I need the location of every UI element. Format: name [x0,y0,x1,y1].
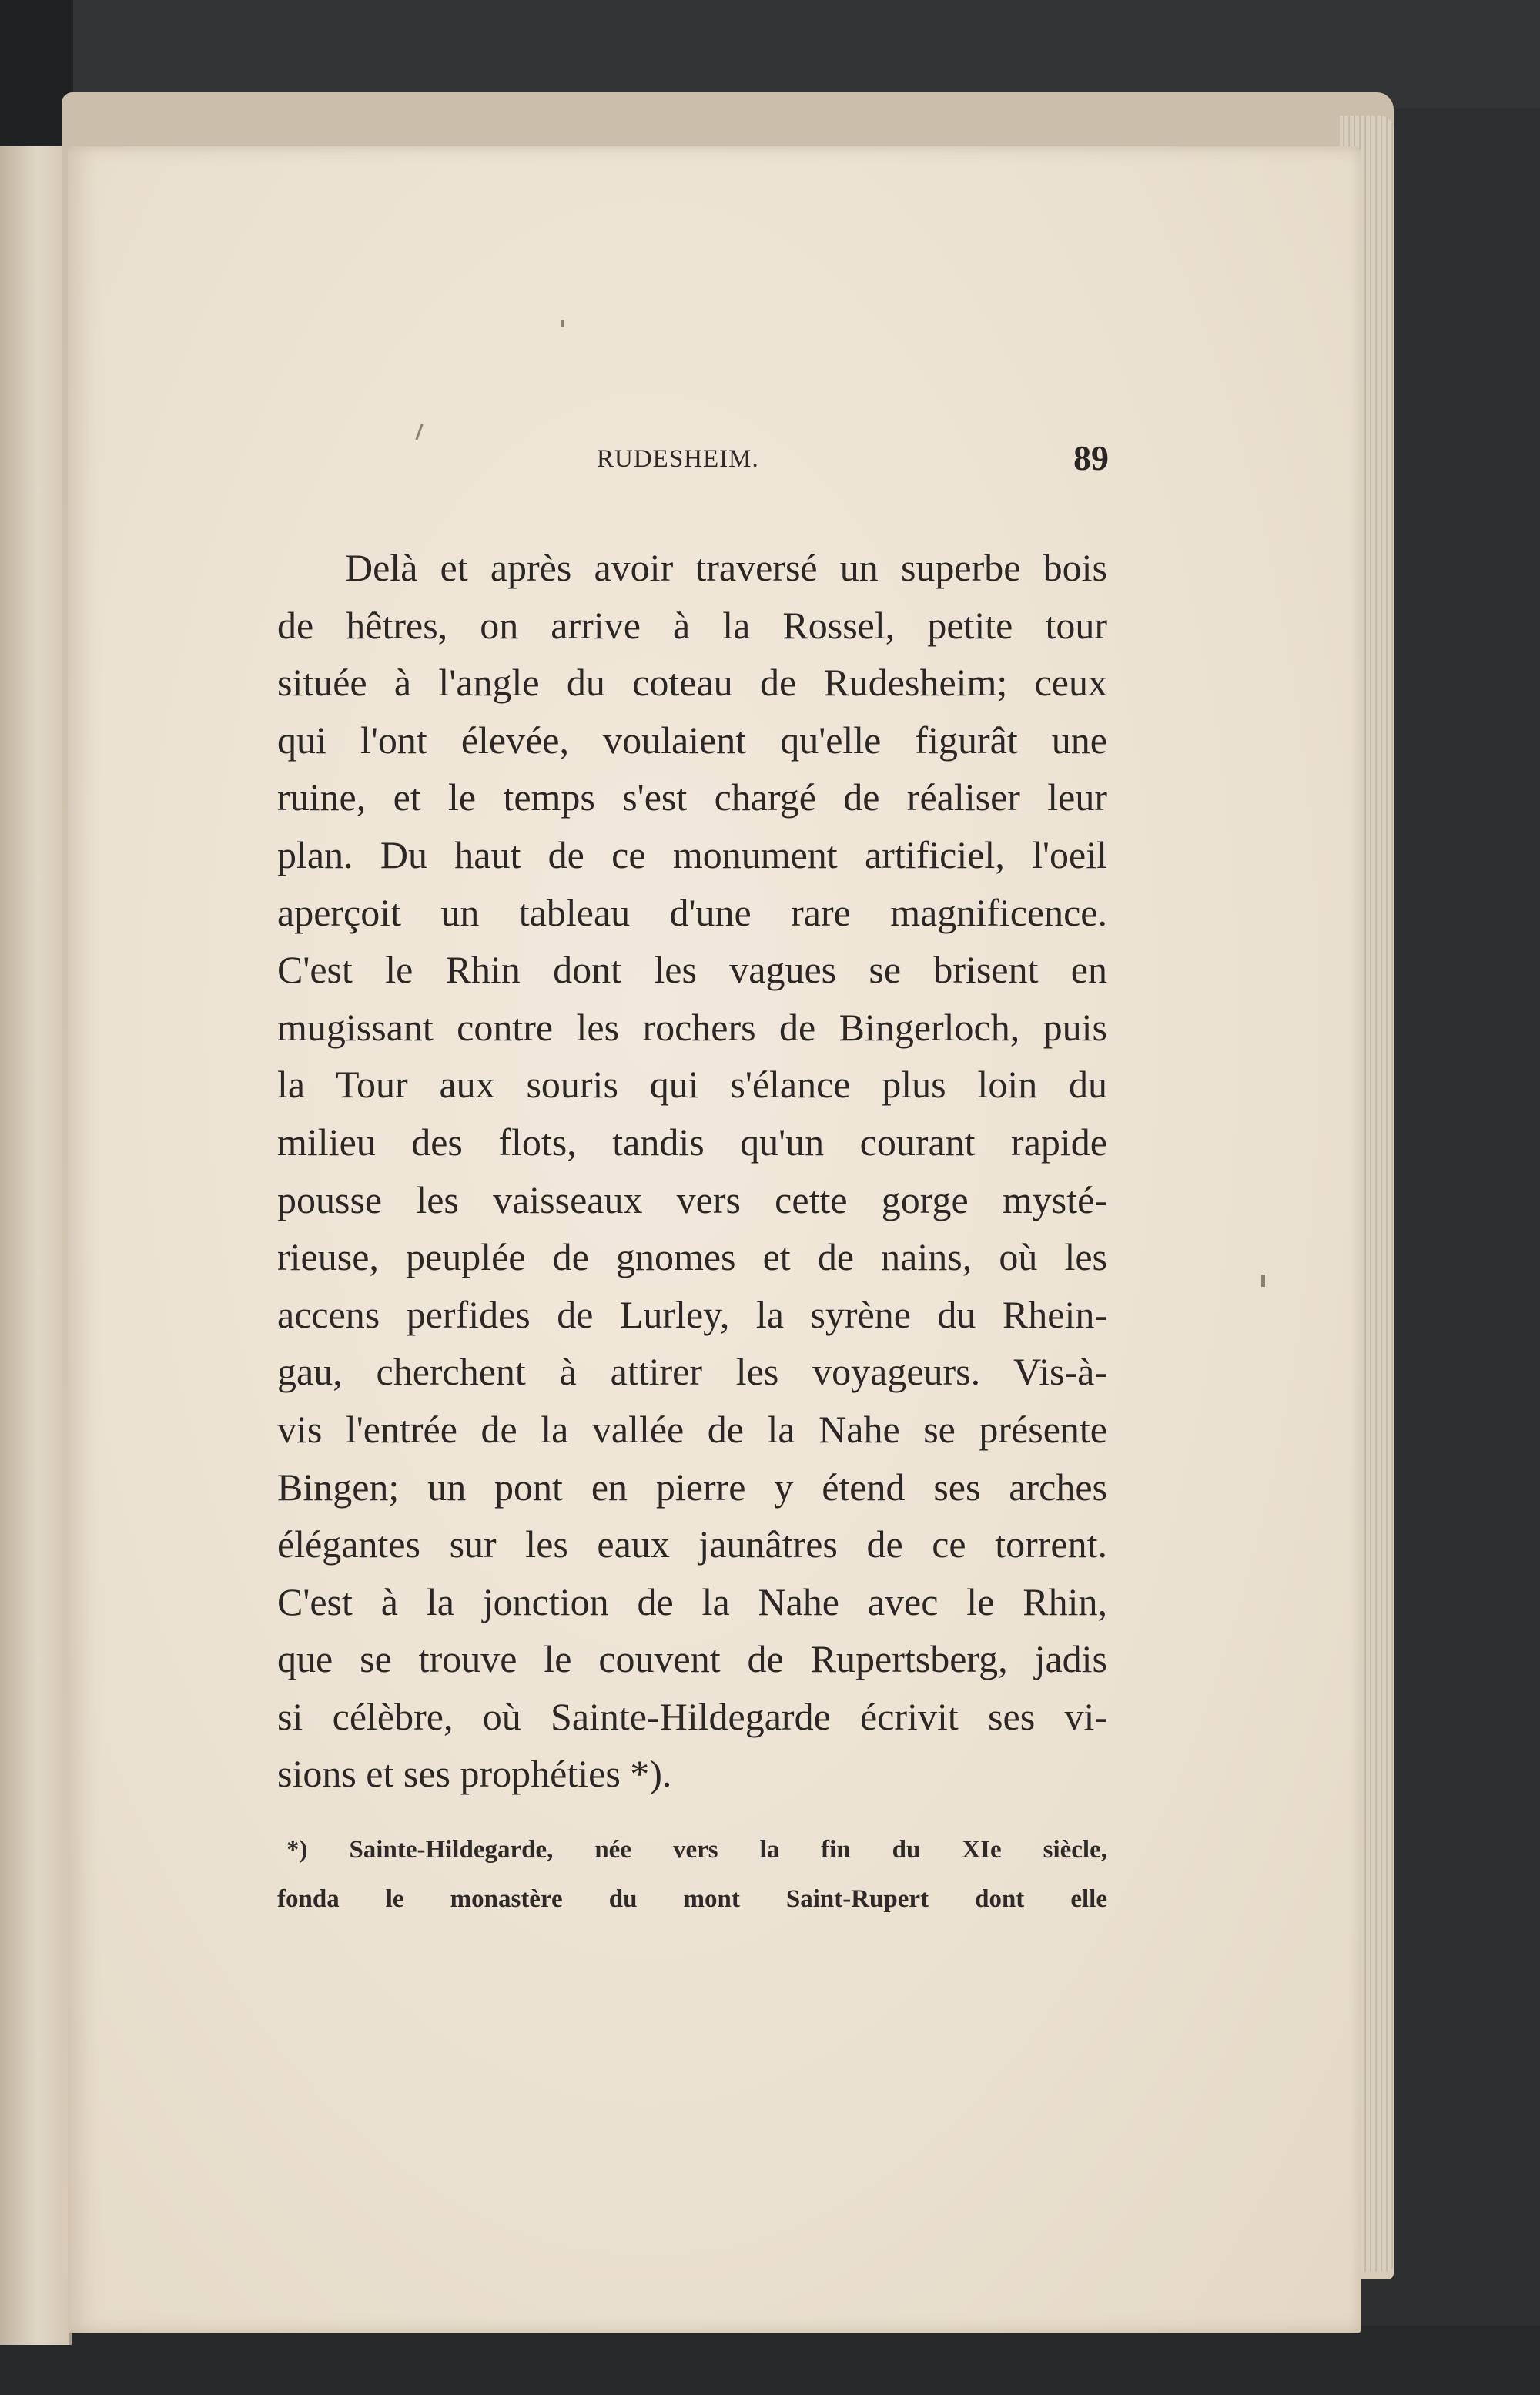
ink-speck [415,424,423,440]
text-line: si célèbre, où Sainte-Hildegarde écrivit ses vi- [277,1694,1107,1738]
text-line: située à l'angle du coteau de Rudesheim; ceux [277,661,1107,705]
text-line: mugissant contre les rochers de Bingerloch, puis [277,1005,1107,1049]
text-line: C'est le Rhin dont les vagues se brisent en [277,948,1107,992]
footnote-line: *) Sainte-Hildegarde, née vers la fin du XIe siècle, [286,1836,1107,1864]
text-line: rieuse, peuplée de gnomes et de nains, où les [277,1235,1107,1279]
page-number: 89 [1073,438,1109,477]
text-line: qui l'ont élevée, voulaient qu'elle figurât une [277,718,1107,762]
text-line: Bingen; un pont en pierre y étend ses arches [277,1465,1107,1509]
page-header [277,438,1109,491]
ink-speck [1261,1275,1265,1287]
footnote [277,1825,1107,1924]
text-line: ruine, et le temps s'est chargé de réaliser leur [277,775,1107,819]
text-line: de hêtres, on arrive à la Rossel, petite tour [277,603,1107,647]
scanner-bed-bottom [0,2326,1540,2395]
text-line: accens perfides de Lurley, la syrène du Rhein- [277,1292,1107,1336]
text-line: sions et ses prophéties *). [277,1752,672,1796]
body-text [277,539,1107,1803]
text-line: élégantes sur les eaux jaunâtres de ce torrent. [277,1522,1107,1566]
text-line: que se trouve le couvent de Rupertsberg, jadis [277,1637,1107,1681]
text-line: vis l'entrée de la vallée de la Nahe se présente [277,1407,1107,1451]
text-line: C'est à la jonction de la Nahe avec le Rhin, [277,1579,1107,1623]
scanner-bed-top [0,0,1540,108]
text-line: la Tour aux souris qui s'élance plus loin du [277,1063,1107,1107]
text-line: gau, cherchent à attirer les voyageurs. Vis-à- [277,1350,1107,1394]
text-line: pousse les vaisseaux vers cette gorge mysté- [277,1177,1107,1221]
footnote-line: fonda le monastère du mont Saint-Rupert dont elle [277,1885,1107,1913]
text-line: aperçoit un tableau d'une rare magnificence. [277,890,1107,934]
running-title: RUDESHEIM. [597,445,759,473]
text-line: plan. Du haut de ce monument artificiel, l'oeil [277,832,1107,876]
text-line: Delà et après avoir traversé un superbe bois [345,546,1107,589]
ink-speck [561,320,564,327]
text-line: milieu des flots, tandis qu'un courant rapide [277,1120,1107,1164]
